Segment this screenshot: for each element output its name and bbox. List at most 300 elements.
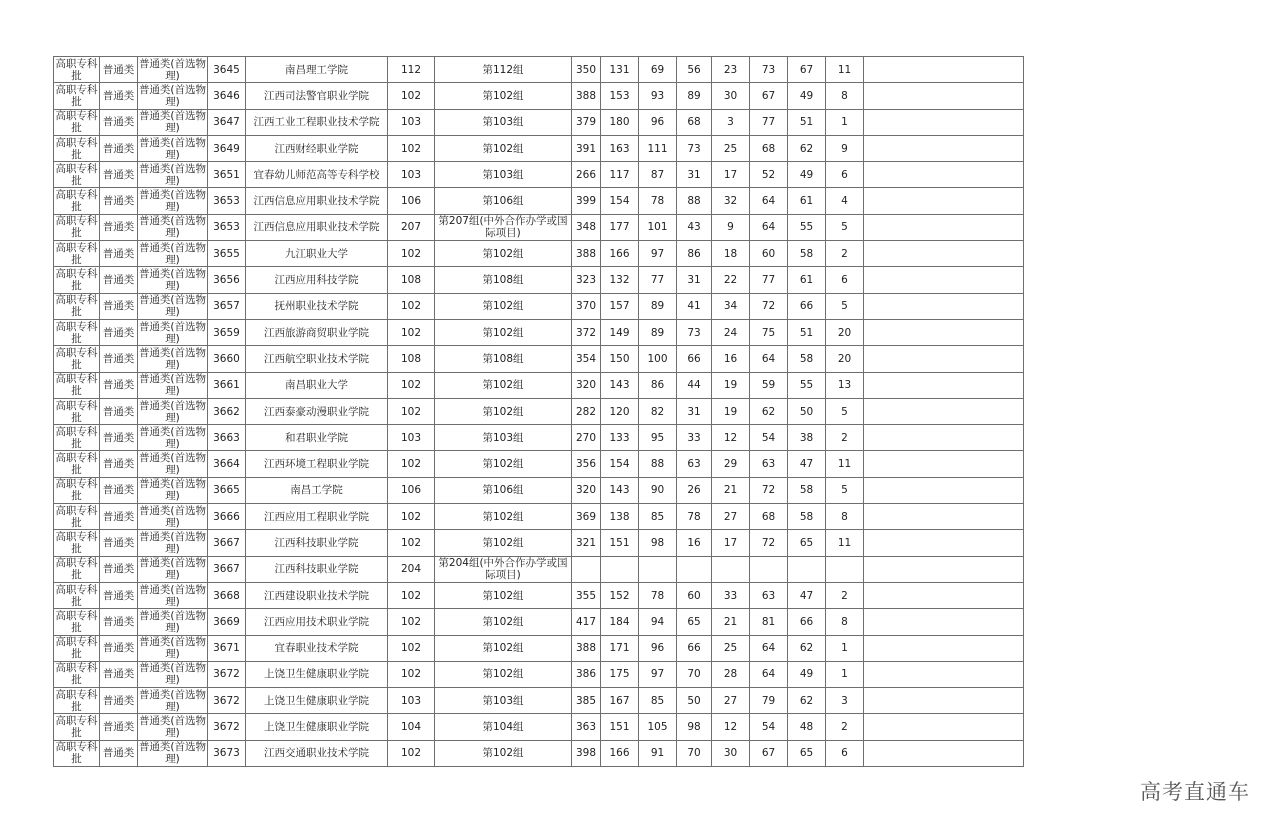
cell-subject-b-score: 61 bbox=[788, 267, 826, 293]
cell-math-score: 100 bbox=[639, 346, 677, 372]
cell-remark bbox=[864, 635, 1024, 661]
cell-category: 普通类 bbox=[100, 425, 138, 451]
cell-school-name: 南昌职业大学 bbox=[246, 372, 388, 398]
cell-total-score: 356 bbox=[572, 451, 601, 477]
cell-subject-b-score: 58 bbox=[788, 477, 826, 503]
cell-group-code: 103 bbox=[388, 162, 435, 188]
watermark: 高考直通车 bbox=[1140, 780, 1250, 804]
cell-school-name: 江西航空职业技术学院 bbox=[246, 346, 388, 372]
cell-category: 普通类 bbox=[100, 372, 138, 398]
cell-math-score: 95 bbox=[639, 425, 677, 451]
cell-group-name: 第102组 bbox=[435, 293, 572, 319]
cell-rank-count: 8 bbox=[826, 83, 864, 109]
cell-rank-count: 11 bbox=[826, 57, 864, 83]
cell-subject-type: 普通类(首选物理) bbox=[138, 636, 207, 661]
cell-physics-score: 22 bbox=[712, 267, 750, 293]
cell-group-name: 第103组 bbox=[435, 162, 572, 188]
cell-total-score: 348 bbox=[572, 214, 601, 240]
cell-category: 普通类 bbox=[100, 714, 138, 740]
cell-subject-b-score: 55 bbox=[788, 372, 826, 398]
cell-category: 普通类 bbox=[100, 504, 138, 530]
table-row bbox=[54, 57, 1024, 83]
table-row bbox=[54, 162, 1024, 188]
cell-english-score: 31 bbox=[677, 398, 712, 424]
cell-group-code: 108 bbox=[388, 346, 435, 372]
cell-chinese-score: 184 bbox=[601, 609, 639, 635]
cell-rank-count: 1 bbox=[826, 661, 864, 687]
cell-category: 普通类 bbox=[100, 83, 138, 109]
cell-english-score: 70 bbox=[677, 661, 712, 687]
cell-rank-count: 2 bbox=[826, 241, 864, 267]
cell-school-code: 3672 bbox=[208, 661, 246, 687]
cell-batch: 高职专科批 bbox=[55, 636, 98, 661]
cell-total-score bbox=[572, 556, 601, 582]
cell-subject-a-score: 77 bbox=[750, 109, 788, 135]
cell-subject-a-score: 63 bbox=[750, 451, 788, 477]
cell-school-name: 九江职业大学 bbox=[246, 241, 388, 267]
cell-chinese-score: 153 bbox=[601, 83, 639, 109]
table-row bbox=[54, 582, 1024, 608]
cell-chinese-score: 138 bbox=[601, 504, 639, 530]
cell-remark bbox=[864, 188, 1024, 214]
cell-total-score: 355 bbox=[572, 582, 601, 608]
cell-subject-b-score: 51 bbox=[788, 319, 826, 345]
cell-school-name: 江西科技职业学院 bbox=[246, 530, 388, 556]
cell-total-score: 369 bbox=[572, 504, 601, 530]
cell-group-name: 第103组 bbox=[435, 425, 572, 451]
cell-school-code: 3665 bbox=[208, 477, 246, 503]
cell-rank-count: 3 bbox=[826, 688, 864, 714]
cell-physics-score: 25 bbox=[712, 635, 750, 661]
cell-remark bbox=[864, 688, 1024, 714]
cell-english-score bbox=[677, 556, 712, 582]
cell-total-score: 388 bbox=[572, 635, 601, 661]
table-row bbox=[54, 451, 1024, 477]
cell-batch: 高职专科批 bbox=[55, 399, 98, 424]
cell-remark bbox=[864, 372, 1024, 398]
cell-rank-count: 8 bbox=[826, 504, 864, 530]
cell-school-code: 3672 bbox=[208, 688, 246, 714]
cell-subject-type: 普通类(首选物理) bbox=[138, 83, 207, 108]
cell-subject-b-score: 65 bbox=[788, 530, 826, 556]
cell-total-score: 417 bbox=[572, 609, 601, 635]
cell-category: 普通类 bbox=[100, 57, 138, 83]
cell-english-score: 31 bbox=[677, 267, 712, 293]
cell-subject-b-score: 38 bbox=[788, 425, 826, 451]
cell-batch: 高职专科批 bbox=[55, 557, 98, 582]
cell-math-score: 88 bbox=[639, 451, 677, 477]
cell-subject-a-score: 64 bbox=[750, 346, 788, 372]
cell-physics-score: 12 bbox=[712, 425, 750, 451]
cell-math-score: 97 bbox=[639, 241, 677, 267]
table-row bbox=[54, 661, 1024, 687]
cell-english-score: 16 bbox=[677, 530, 712, 556]
cell-remark bbox=[864, 293, 1024, 319]
cell-batch: 高职专科批 bbox=[55, 294, 98, 319]
cell-batch: 高职专科批 bbox=[55, 715, 98, 740]
cell-physics-score: 16 bbox=[712, 346, 750, 372]
cell-math-score: 97 bbox=[639, 661, 677, 687]
cell-subject-b-score: 47 bbox=[788, 451, 826, 477]
cell-total-score: 370 bbox=[572, 293, 601, 319]
cell-school-name: 上饶卫生健康职业学院 bbox=[246, 714, 388, 740]
cell-physics-score: 3 bbox=[712, 109, 750, 135]
cell-batch: 高职专科批 bbox=[55, 215, 98, 240]
table-row bbox=[54, 425, 1024, 451]
cell-batch: 高职专科批 bbox=[55, 83, 98, 108]
cell-subject-type: 普通类(首选物理) bbox=[138, 268, 207, 293]
cell-school-name: 江西科技职业学院 bbox=[246, 556, 388, 582]
cell-subject-b-score bbox=[788, 556, 826, 582]
cell-english-score: 73 bbox=[677, 135, 712, 161]
cell-school-name: 宜春职业技术学院 bbox=[246, 635, 388, 661]
cell-batch: 高职专科批 bbox=[55, 189, 98, 214]
cell-batch: 高职专科批 bbox=[55, 241, 98, 266]
cell-group-code: 102 bbox=[388, 135, 435, 161]
cell-total-score: 388 bbox=[572, 83, 601, 109]
cell-english-score: 60 bbox=[677, 582, 712, 608]
cell-group-name: 第102组 bbox=[435, 740, 572, 766]
cell-group-name: 第102组 bbox=[435, 83, 572, 109]
cell-subject-b-score: 62 bbox=[788, 635, 826, 661]
cell-group-code: 102 bbox=[388, 372, 435, 398]
cell-subject-a-score: 79 bbox=[750, 688, 788, 714]
cell-total-score: 379 bbox=[572, 109, 601, 135]
cell-group-code: 103 bbox=[388, 688, 435, 714]
cell-school-name: 南昌工学院 bbox=[246, 477, 388, 503]
cell-subject-a-score bbox=[750, 556, 788, 582]
cell-rank-count: 5 bbox=[826, 214, 864, 240]
cell-category: 普通类 bbox=[100, 319, 138, 345]
cell-group-name: 第102组 bbox=[435, 398, 572, 424]
cell-school-code: 3671 bbox=[208, 635, 246, 661]
cell-batch: 高职专科批 bbox=[55, 530, 98, 555]
cell-physics-score: 27 bbox=[712, 688, 750, 714]
cell-category: 普通类 bbox=[100, 346, 138, 372]
cell-subject-type: 普通类(首选物理) bbox=[138, 136, 207, 161]
cell-total-score: 321 bbox=[572, 530, 601, 556]
cell-rank-count: 20 bbox=[826, 346, 864, 372]
cell-remark bbox=[864, 135, 1024, 161]
cell-rank-count: 9 bbox=[826, 135, 864, 161]
cell-subject-b-score: 51 bbox=[788, 109, 826, 135]
cell-rank-count: 5 bbox=[826, 398, 864, 424]
cell-physics-score: 9 bbox=[712, 214, 750, 240]
cell-subject-type: 普通类(首选物理) bbox=[138, 583, 207, 608]
cell-remark bbox=[864, 451, 1024, 477]
cell-subject-b-score: 65 bbox=[788, 740, 826, 766]
cell-english-score: 26 bbox=[677, 477, 712, 503]
cell-subject-b-score: 66 bbox=[788, 293, 826, 319]
cell-subject-type: 普通类(首选物理) bbox=[138, 478, 207, 503]
cell-physics-score: 17 bbox=[712, 530, 750, 556]
cell-group-name: 第102组 bbox=[435, 530, 572, 556]
cell-rank-count bbox=[826, 556, 864, 582]
cell-chinese-score: 175 bbox=[601, 661, 639, 687]
cell-group-code: 102 bbox=[388, 530, 435, 556]
cell-remark bbox=[864, 162, 1024, 188]
cell-batch: 高职专科批 bbox=[55, 268, 98, 293]
cell-subject-a-score: 77 bbox=[750, 267, 788, 293]
cell-school-code: 3667 bbox=[208, 530, 246, 556]
cell-rank-count: 11 bbox=[826, 530, 864, 556]
cell-math-score: 82 bbox=[639, 398, 677, 424]
cell-category: 普通类 bbox=[100, 740, 138, 766]
cell-math-score bbox=[639, 556, 677, 582]
cell-chinese-score: 171 bbox=[601, 635, 639, 661]
cell-subject-a-score: 59 bbox=[750, 372, 788, 398]
cell-group-code: 102 bbox=[388, 451, 435, 477]
cell-total-score: 320 bbox=[572, 372, 601, 398]
cell-english-score: 86 bbox=[677, 241, 712, 267]
cell-physics-score: 33 bbox=[712, 582, 750, 608]
table-row bbox=[54, 372, 1024, 398]
cell-group-name: 第102组 bbox=[435, 635, 572, 661]
cell-batch: 高职专科批 bbox=[55, 373, 98, 398]
cell-school-name: 江西信息应用职业技术学院 bbox=[246, 188, 388, 214]
cell-category: 普通类 bbox=[100, 135, 138, 161]
cell-physics-score: 19 bbox=[712, 398, 750, 424]
cell-math-score: 91 bbox=[639, 740, 677, 766]
cell-group-name: 第108组 bbox=[435, 346, 572, 372]
cell-chinese-score: 133 bbox=[601, 425, 639, 451]
cell-chinese-score: 166 bbox=[601, 241, 639, 267]
cell-school-code: 3664 bbox=[208, 451, 246, 477]
cell-group-name: 第102组 bbox=[435, 372, 572, 398]
cell-chinese-score: 151 bbox=[601, 530, 639, 556]
cell-rank-count: 2 bbox=[826, 714, 864, 740]
cell-subject-type: 普通类(首选物理) bbox=[138, 557, 207, 582]
cell-group-code: 207 bbox=[388, 214, 435, 240]
cell-rank-count: 6 bbox=[826, 740, 864, 766]
cell-subject-type: 普通类(首选物理) bbox=[138, 425, 207, 450]
cell-group-code: 106 bbox=[388, 188, 435, 214]
table-row bbox=[54, 109, 1024, 135]
cell-english-score: 70 bbox=[677, 740, 712, 766]
cell-group-code: 102 bbox=[388, 609, 435, 635]
cell-chinese-score bbox=[601, 556, 639, 582]
cell-remark bbox=[864, 530, 1024, 556]
cell-group-code: 204 bbox=[388, 556, 435, 582]
cell-school-code: 3667 bbox=[208, 556, 246, 582]
cell-subject-b-score: 61 bbox=[788, 188, 826, 214]
cell-school-name: 江西应用科技学院 bbox=[246, 267, 388, 293]
cell-subject-type: 普通类(首选物理) bbox=[138, 741, 207, 766]
cell-remark bbox=[864, 319, 1024, 345]
cell-remark bbox=[864, 609, 1024, 635]
cell-batch: 高职专科批 bbox=[55, 162, 98, 187]
cell-category: 普通类 bbox=[100, 451, 138, 477]
cell-school-name: 宜春幼儿师范高等专科学校 bbox=[246, 162, 388, 188]
cell-subject-type: 普通类(首选物理) bbox=[138, 215, 207, 240]
cell-english-score: 66 bbox=[677, 346, 712, 372]
cell-physics-score: 27 bbox=[712, 504, 750, 530]
cell-total-score: 391 bbox=[572, 135, 601, 161]
cell-english-score: 50 bbox=[677, 688, 712, 714]
cell-group-code: 104 bbox=[388, 714, 435, 740]
cell-group-name: 第102组 bbox=[435, 582, 572, 608]
table-row bbox=[54, 477, 1024, 503]
cell-school-code: 3647 bbox=[208, 109, 246, 135]
table-row bbox=[54, 609, 1024, 635]
table-row bbox=[54, 556, 1024, 582]
cell-english-score: 31 bbox=[677, 162, 712, 188]
cell-subject-type: 普通类(首选物理) bbox=[138, 189, 207, 214]
cell-math-score: 77 bbox=[639, 267, 677, 293]
cell-math-score: 96 bbox=[639, 109, 677, 135]
cell-physics-score: 17 bbox=[712, 162, 750, 188]
cell-english-score: 43 bbox=[677, 214, 712, 240]
cell-school-code: 3662 bbox=[208, 398, 246, 424]
cell-group-name: 第204组(中外合作办学或国际项目) bbox=[435, 556, 572, 582]
cell-rank-count: 11 bbox=[826, 451, 864, 477]
cell-category: 普通类 bbox=[100, 267, 138, 293]
cell-category: 普通类 bbox=[100, 661, 138, 687]
cell-physics-score: 32 bbox=[712, 188, 750, 214]
cell-chinese-score: 150 bbox=[601, 346, 639, 372]
cell-chinese-score: 163 bbox=[601, 135, 639, 161]
cell-school-code: 3663 bbox=[208, 425, 246, 451]
cell-school-name: 江西应用技术职业学院 bbox=[246, 609, 388, 635]
cell-school-name: 江西交通职业技术学院 bbox=[246, 740, 388, 766]
table-row bbox=[54, 293, 1024, 319]
cell-group-code: 103 bbox=[388, 425, 435, 451]
cell-total-score: 372 bbox=[572, 319, 601, 345]
cell-group-name: 第102组 bbox=[435, 451, 572, 477]
cell-remark bbox=[864, 661, 1024, 687]
cell-group-name: 第102组 bbox=[435, 609, 572, 635]
cell-subject-b-score: 50 bbox=[788, 398, 826, 424]
cell-group-name: 第106组 bbox=[435, 188, 572, 214]
cell-physics-score: 28 bbox=[712, 661, 750, 687]
cell-physics-score: 18 bbox=[712, 241, 750, 267]
cell-subject-a-score: 68 bbox=[750, 504, 788, 530]
cell-chinese-score: 131 bbox=[601, 57, 639, 83]
cell-math-score: 69 bbox=[639, 57, 677, 83]
cell-rank-count: 2 bbox=[826, 582, 864, 608]
cell-subject-b-score: 55 bbox=[788, 214, 826, 240]
cell-batch: 高职专科批 bbox=[55, 688, 98, 713]
cell-subject-b-score: 62 bbox=[788, 688, 826, 714]
cell-math-score: 93 bbox=[639, 83, 677, 109]
cell-math-score: 85 bbox=[639, 688, 677, 714]
cell-english-score: 33 bbox=[677, 425, 712, 451]
cell-group-code: 102 bbox=[388, 504, 435, 530]
cell-group-code: 103 bbox=[388, 109, 435, 135]
cell-category: 普通类 bbox=[100, 556, 138, 582]
cell-total-score: 266 bbox=[572, 162, 601, 188]
cell-school-code: 3655 bbox=[208, 241, 246, 267]
cell-math-score: 89 bbox=[639, 319, 677, 345]
cell-total-score: 282 bbox=[572, 398, 601, 424]
cell-chinese-score: 154 bbox=[601, 451, 639, 477]
cell-chinese-score: 166 bbox=[601, 740, 639, 766]
cell-subject-type: 普通类(首选物理) bbox=[138, 346, 207, 371]
cell-remark bbox=[864, 504, 1024, 530]
cell-school-code: 3657 bbox=[208, 293, 246, 319]
table-row bbox=[54, 241, 1024, 267]
cell-remark bbox=[864, 714, 1024, 740]
cell-category: 普通类 bbox=[100, 530, 138, 556]
cell-rank-count: 4 bbox=[826, 188, 864, 214]
cell-math-score: 101 bbox=[639, 214, 677, 240]
cell-chinese-score: 154 bbox=[601, 188, 639, 214]
admission-score-table bbox=[53, 56, 1024, 767]
cell-category: 普通类 bbox=[100, 293, 138, 319]
cell-category: 普通类 bbox=[100, 635, 138, 661]
cell-group-name: 第108组 bbox=[435, 267, 572, 293]
cell-category: 普通类 bbox=[100, 582, 138, 608]
cell-rank-count: 2 bbox=[826, 425, 864, 451]
cell-physics-score: 21 bbox=[712, 609, 750, 635]
cell-english-score: 88 bbox=[677, 188, 712, 214]
cell-group-name: 第103组 bbox=[435, 109, 572, 135]
cell-chinese-score: 157 bbox=[601, 293, 639, 319]
cell-chinese-score: 132 bbox=[601, 267, 639, 293]
cell-total-score: 399 bbox=[572, 188, 601, 214]
cell-school-name: 江西工业工程职业技术学院 bbox=[246, 109, 388, 135]
cell-physics-score: 21 bbox=[712, 477, 750, 503]
table-row bbox=[54, 635, 1024, 661]
cell-english-score: 73 bbox=[677, 319, 712, 345]
cell-math-score: 96 bbox=[639, 635, 677, 661]
cell-math-score: 105 bbox=[639, 714, 677, 740]
cell-subject-a-score: 54 bbox=[750, 425, 788, 451]
cell-category: 普通类 bbox=[100, 109, 138, 135]
cell-group-code: 102 bbox=[388, 740, 435, 766]
cell-rank-count: 6 bbox=[826, 162, 864, 188]
cell-subject-type: 普通类(首选物理) bbox=[138, 715, 207, 740]
cell-school-code: 3672 bbox=[208, 714, 246, 740]
table-row bbox=[54, 214, 1024, 240]
cell-school-name: 抚州职业技术学院 bbox=[246, 293, 388, 319]
cell-chinese-score: 120 bbox=[601, 398, 639, 424]
cell-school-name: 江西建设职业技术学院 bbox=[246, 582, 388, 608]
cell-subject-a-score: 64 bbox=[750, 661, 788, 687]
cell-category: 普通类 bbox=[100, 688, 138, 714]
cell-school-name: 南昌理工学院 bbox=[246, 57, 388, 83]
cell-batch: 高职专科批 bbox=[55, 110, 98, 135]
cell-english-score: 98 bbox=[677, 714, 712, 740]
cell-english-score: 65 bbox=[677, 609, 712, 635]
cell-school-code: 3656 bbox=[208, 267, 246, 293]
cell-subject-b-score: 49 bbox=[788, 661, 826, 687]
cell-school-name: 江西旅游商贸职业学院 bbox=[246, 319, 388, 345]
cell-rank-count: 13 bbox=[826, 372, 864, 398]
cell-school-name: 江西司法警官职业学院 bbox=[246, 83, 388, 109]
cell-subject-a-score: 72 bbox=[750, 477, 788, 503]
cell-remark bbox=[864, 214, 1024, 240]
table-row bbox=[54, 530, 1024, 556]
table-row bbox=[54, 398, 1024, 424]
cell-remark bbox=[864, 267, 1024, 293]
cell-english-score: 89 bbox=[677, 83, 712, 109]
cell-total-score: 320 bbox=[572, 477, 601, 503]
cell-subject-a-score: 54 bbox=[750, 714, 788, 740]
cell-subject-type: 普通类(首选物理) bbox=[138, 241, 207, 266]
cell-category: 普通类 bbox=[100, 241, 138, 267]
cell-total-score: 323 bbox=[572, 267, 601, 293]
cell-remark bbox=[864, 740, 1024, 766]
cell-category: 普通类 bbox=[100, 214, 138, 240]
table-row bbox=[54, 83, 1024, 109]
cell-physics-score: 30 bbox=[712, 83, 750, 109]
table-row bbox=[54, 319, 1024, 345]
cell-english-score: 44 bbox=[677, 372, 712, 398]
cell-group-code: 102 bbox=[388, 83, 435, 109]
cell-physics-score: 34 bbox=[712, 293, 750, 319]
cell-school-code: 3649 bbox=[208, 135, 246, 161]
